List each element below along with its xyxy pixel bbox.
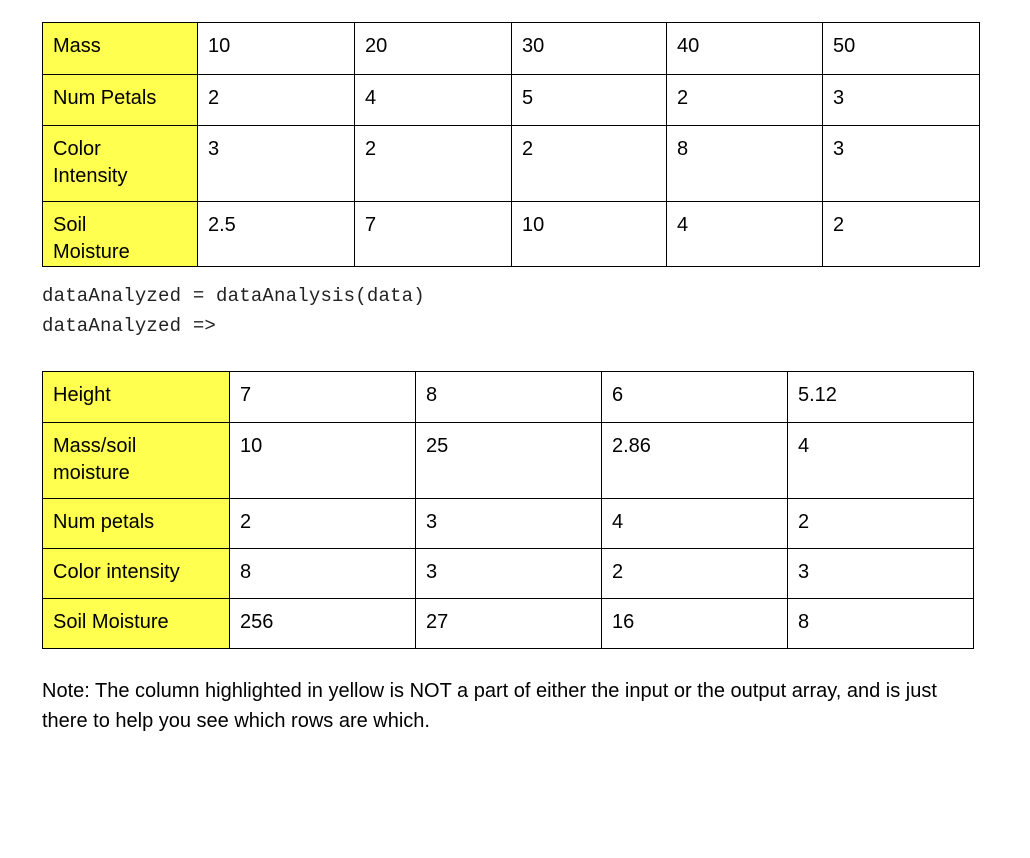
table-row [43,202,980,267]
table-row [43,423,974,499]
value-cell: 40 [667,23,823,75]
output-table-body [43,372,974,649]
value-cell: 2 [667,75,823,126]
value-cell: 4 [355,75,512,126]
row-label-cell: Soil Moisture [43,202,198,267]
table-row [43,372,974,423]
value-cell: 6 [602,372,788,423]
value-cell: 3 [198,126,355,202]
value-cell: 7 [355,202,512,267]
value-cell: 10 [512,202,667,267]
value-cell: 50 [823,23,980,75]
table-row [43,23,980,75]
value-cell: 25 [416,423,602,499]
value-cell: 2 [788,499,974,549]
value-cell: 7 [230,372,416,423]
table-row [43,499,974,549]
value-cell: 2 [823,202,980,267]
value-cell: 3 [823,126,980,202]
row-label-cell: Mass [43,23,198,75]
value-cell: 8 [788,599,974,649]
value-cell: 10 [198,23,355,75]
value-cell: 2.86 [602,423,788,499]
table-row [43,549,974,599]
code-line-result: dataAnalyzed => [42,315,217,337]
value-cell: 10 [230,423,416,499]
input-data-table [42,22,980,267]
value-cell: 8 [416,372,602,423]
row-label-cell: Num petals [43,499,230,549]
value-cell: 3 [416,549,602,599]
row-label-cell: Soil Moisture [43,599,230,649]
output-data-table [42,371,974,649]
note-text: Note: The column highlighted in yellow is NOT a part of either the input or the output array, and is just there to help you see which rows are which. [42,680,937,732]
row-label-cell: Height [43,372,230,423]
table-row [43,599,974,649]
value-cell: 20 [355,23,512,75]
value-cell: 2 [198,75,355,126]
table-row [43,126,980,202]
value-cell: 8 [230,549,416,599]
row-label-cell: Mass/soil moisture [43,423,230,499]
value-cell: 5.12 [788,372,974,423]
value-cell: 2 [512,126,667,202]
row-label-cell: Color Intensity [43,126,198,202]
value-cell: 3 [823,75,980,126]
value-cell: 4 [667,202,823,267]
value-cell: 2 [230,499,416,549]
value-cell: 4 [788,423,974,499]
value-cell: 256 [230,599,416,649]
value-cell: 2 [355,126,512,202]
value-cell: 5 [512,75,667,126]
value-cell: 30 [512,23,667,75]
value-cell: 8 [667,126,823,202]
code-line-call: dataAnalyzed = dataAnalysis(data) [42,285,425,307]
value-cell: 2 [602,549,788,599]
value-cell: 3 [788,549,974,599]
value-cell: 16 [602,599,788,649]
row-label-cell: Color intensity [43,549,230,599]
value-cell: 3 [416,499,602,549]
value-cell: 27 [416,599,602,649]
row-label-cell: Num Petals [43,75,198,126]
value-cell: 4 [602,499,788,549]
table-row [43,75,980,126]
input-table-body [43,23,980,267]
value-cell: 2.5 [198,202,355,267]
